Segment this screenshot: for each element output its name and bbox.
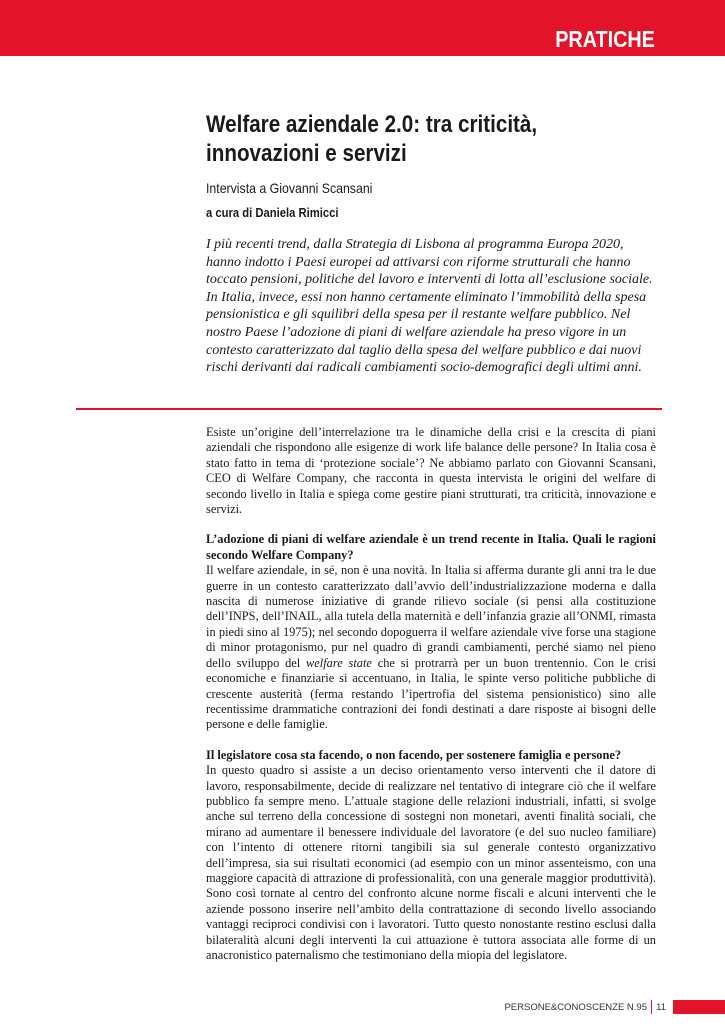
answer-1-part-1: Il welfare aziendale, in sé, non è una novità. In Italia si afferma durante gli anni tra le due guerre in un contesto caratterizzato dall’avvio dell’industrializzazione moderna e dalla nascita di numerose iniziative di grande rilievo sociale (si pensi alla costituzione dell’INPS, dell’INAIL, alla tutela della maternità e dell’infanzia grazie all’ONMI, rimasta in piedi sino al 1975); nel secondo dopoguerra il welfare aziendale vive forse una stagione di minor protagonismo, pur nel quadro di grandi cambiamenti, perché siamo nel pieno dello sviluppo del — [206, 563, 656, 670]
answer-1-part-2: che si protrarrà per un buon trentennio. Con le crisi economiche e finanziarie si accentuano, in Italia, le spinte verso politiche pubbliche di crescente austerità (ferma restando l’ipertrofia del sistema pensionistico) sino alle recentissime drammatiche contrazioni dei fondi destinati a dare risposte ai bisogni delle persone e delle famiglie. — [206, 655, 657, 732]
intro-paragraph: Esiste un’origine dell’interrelazione tra le dinamiche della crisi e la crescita di piani aziendali che rispondono alle esigenze di work life balance delle persone? In Italia cosa è stato fatto in tema di ‘protezione sociale’? Ne abbiamo parlato con Giovanni Scansani, CEO di Welfare Company, che racconta in questa intervista le origini del welfare di secondo livello in Italia e spiega come gestire piani strutturati, tra criticità, innovazione e servizi. — [206, 425, 656, 517]
footer-separator — [651, 1000, 652, 1014]
section-label: PRATICHE — [555, 26, 655, 52]
article-body — [206, 425, 656, 963]
divider — [76, 408, 662, 410]
publication-name: PERSONE&CONOSCENZE N.95 — [504, 1001, 647, 1013]
question-1: L’adozione di piani di welfare aziendale è un trend recente in Italia. Quali le ragioni secondo Welfare Company? — [206, 532, 656, 562]
page-number: 11 — [656, 1001, 666, 1013]
answer-1 — [206, 563, 656, 732]
article-title: Welfare aziendale 2.0: tra criticità, innovazioni e servizi — [206, 111, 538, 167]
article-curator: a cura di Daniela Rimicci — [206, 206, 339, 220]
footer-bar — [673, 1000, 725, 1014]
answer-2: In questo quadro si assiste a un deciso orientamento verso interventi che il datore di lavoro, responsabilmente, decide di realizzare nel tentativo di integrare ciò che il welfare pubblico fa sempre meno. L’attuale stagione delle relazioni industriali, infatti, si svolge anche sul terreno della concessione di sostegni non monetari, aventi finalità sociali, che mirano ad aumentare il benessere individuale del lavoratore (e del suo nucleo familiare) con l’intento di ottenere ritorni tangibili sia sul generale contesto organizzativo dell’impresa, sia sui risultati economici (ad esempio con un minor assenteismo, con una maggiore capacità di attrazione di professionalità, con una generale maggior produttività). Sono così tornate al centro del confronto alcune norme fiscali e alcuni interventi che le aziende possono inserire nell’ambito della contrattazione di secondo livello associando vantaggi reciproci condivisi con i lavoratori. Tutto questo nonostante restino esclusi dalla bilateralità alcuni degli interventi la cui attuazione è tuttora associata alle forme di un anacronistico paternalismo che testimoniano della miopia del legislatore. — [206, 763, 656, 962]
question-2: Il legislatore cosa sta facendo, o non facendo, per sostenere famiglia e persone? — [206, 747, 622, 762]
answer-1-italic: welfare state — [306, 655, 372, 670]
article-subtitle: Intervista a Giovanni Scansani — [206, 180, 373, 196]
article-lead: I più recenti trend, dalla Strategia di Lisbona al programma Europa 2020, hanno indotto i Paesi europei ad attivarsi con riforme strutturali che hanno toccato pensioni, politiche del lavoro e interventi di lotta all’esclusione sociale. In Italia, invece, essi non hanno certamente eliminato l’immobilità della spesa pensionistica e gli squilibri della spesa per il restante welfare pubblico. Nel nostro Paese l’adozione di piani di welfare aziendale ha preso vigore in un contesto caratterizzato dal taglio della spesa del welfare pubblico e dai nuovi rischi derivanti dai radicali cambiamenti socio-demografici degli ultimi anni. — [206, 237, 653, 376]
